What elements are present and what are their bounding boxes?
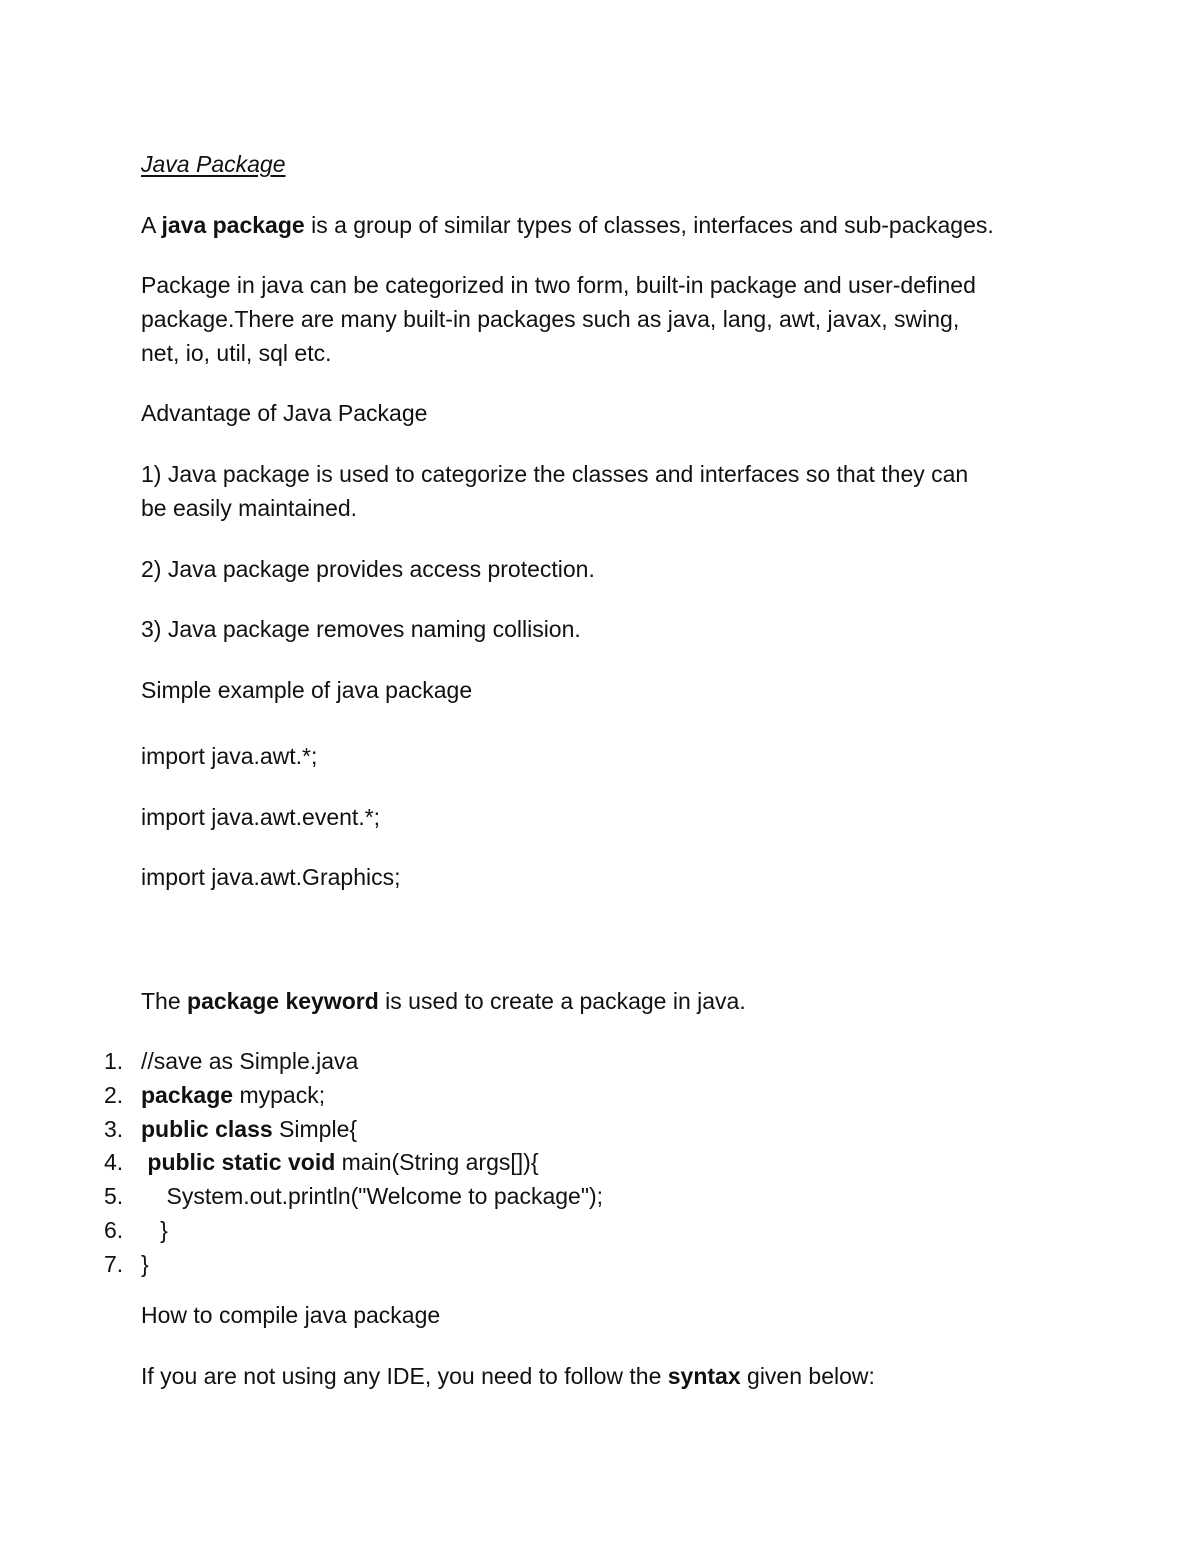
- code-line-1: //save as Simple.java: [141, 1048, 359, 1074]
- list-number-7: 7.: [104, 1251, 124, 1277]
- intro-text-end: is a group of similar types of classes, interfaces and sub-packages.: [304, 212, 994, 238]
- advantage-item-2: 2) Java package provides access protection.: [141, 556, 595, 582]
- package-keyword-paragraph: [141, 984, 746, 1018]
- code-text: mypack;: [233, 1082, 326, 1108]
- compile-heading: How to compile java package: [141, 1302, 441, 1328]
- advantage-item-3: 3) Java package removes naming collision.: [141, 616, 581, 642]
- code-line-7: }: [141, 1251, 149, 1277]
- code-line-6: }: [141, 1217, 168, 1243]
- list-number-6: 6.: [104, 1217, 124, 1243]
- code-text: main(String args[]){: [335, 1149, 539, 1175]
- list-number-2: 2.: [104, 1082, 124, 1108]
- package-keyword-bold-term: package keyword: [187, 988, 379, 1014]
- code-keyword: package: [141, 1082, 234, 1108]
- code-line-2: [141, 1078, 325, 1112]
- import-line-2: import java.awt.event.*;: [141, 804, 381, 830]
- advantage-item-1-line-1: 1) Java package is used to categorize the classes and interfaces so that they can: [141, 461, 969, 487]
- code-keyword: public static void: [141, 1149, 336, 1175]
- code-line-3: [141, 1112, 357, 1146]
- code-line-4: [141, 1145, 539, 1179]
- example-heading: Simple example of java package: [141, 677, 473, 703]
- categorize-line-1: Package in java can be categorized in two form, built-in package and user-defined: [141, 272, 976, 298]
- code-text: Simple{: [272, 1116, 358, 1142]
- advantage-item-1-line-2: be easily maintained.: [141, 495, 358, 521]
- advantage-heading: Advantage of Java Package: [141, 400, 428, 426]
- code-keyword: public class: [141, 1116, 273, 1142]
- intro-text-start: A: [141, 212, 162, 238]
- import-line-1: import java.awt.*;: [141, 743, 318, 769]
- ide-note-text-end: given below:: [740, 1363, 875, 1389]
- ide-note-paragraph: [141, 1359, 875, 1393]
- list-number-5: 5.: [104, 1183, 124, 1209]
- ide-note-text-start: If you are not using any IDE, you need to follow the: [141, 1363, 668, 1389]
- list-number-4: 4.: [104, 1149, 124, 1175]
- code-line-5: System.out.println("Welcome to package");: [141, 1183, 604, 1209]
- list-number-1: 1.: [104, 1048, 124, 1074]
- categorize-line-3: net, io, util, sql etc.: [141, 340, 332, 366]
- package-keyword-text-end: is used to create a package in java.: [378, 988, 746, 1014]
- ide-note-bold-term: syntax: [667, 1363, 741, 1389]
- page-title: Java Package: [141, 151, 286, 177]
- list-number-3: 3.: [104, 1116, 124, 1142]
- package-keyword-text-start: The: [141, 988, 188, 1014]
- import-line-3: import java.awt.Graphics;: [141, 864, 401, 890]
- intro-paragraph: [141, 208, 994, 242]
- intro-bold-term: java package: [161, 212, 305, 238]
- categorize-line-2: package.There are many built-in packages such as java, lang, awt, javax, swing,: [141, 306, 960, 332]
